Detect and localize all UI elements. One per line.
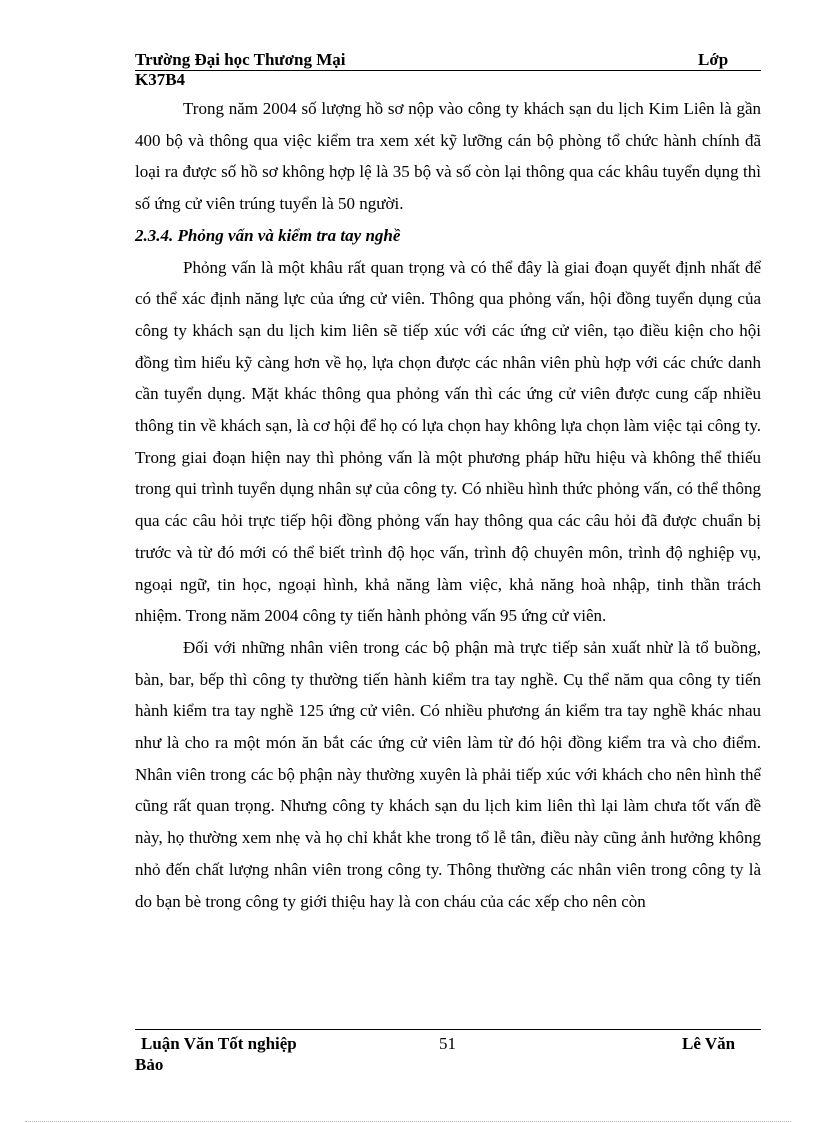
page-number: 51	[439, 1034, 456, 1053]
paragraph-3: Đối với những nhân viên trong các bộ phận mà trực tiếp sản xuất nhừ là tổ buồng, bàn, bar, bếp thì công ty thường tiến hành kiểm tra tay nghề. Cụ thể năm qua công ty tiến hành kiểm tra tay nghề 125 ứng cử viên. Có nhiều phương án kiểm tra tay nghề khác nhau như là cho ra một món ăn bắt các ứng cử viên làm từ đó hội đồng kiểm tra và cho điểm. Nhân viên trong các bộ phận này thường xuyên là phải tiếp xúc với khách cho nên hình thể cũng rất quan trọng. Nhưng công ty khách sạn du lịch kim liên thì lại làm chưa tốt vấn đề này, họ thường xem nhẹ và họ chỉ khắt khe trong tổ lễ tân, điều này cũng ảnh hưởng không nhỏ đến chất lượng nhân viên trong công ty. Thông thường các nhân viên trong công ty là do bạn bè trong công ty giới thiệu hay là con cháu của các xếp cho nên còn	[135, 637, 761, 911]
footer-author-last: Bảo	[135, 1055, 164, 1074]
paragraph-2: Phỏng vấn là một khâu rất quan trọng và có thể đây là giai đoạn quyết định nhất để có thể xác định năng lực của ứng cử viên. Thông qua phỏng vấn, hội đồng tuyển dụng của công ty khách sạn du lịch kim liên sẽ tiếp xúc với các ứng cử viên, tạo điều kiện cho hội đồng tìm hiểu kỹ càng hơn về họ, lựa chọn được các nhân viên phù hợp với các chức danh cần tuyển dụng. Mặt khác thông qua phỏng vấn thì các ứng cử viên được cung cấp nhiều thông tin về khách sạn, là cơ hội để họ có lựa chọn hay không lựa chọn làm việc tại công ty. Trong giai đoạn hiện nay thì phỏng vấn là một phương pháp hữu hiệu và không thể thiếu trong qui trình tuyển dụng nhân sự của công ty. Có nhiều hình thức phỏng vấn, có thể thông qua các câu hỏi trực tiếp hội đồng phỏng vấn hay thông qua các câu hỏi đã được chuẩn bị trước và từ đó mới có thể biết trình độ học vấn, trình độ chuyên môn, trình độ nghiệp vụ, ngoại ngữ, tin học, ngoại hình, khả năng làm việc, khả năng hoà nhập, tinh thần trách nhiệm. Trong năm 2004 công ty tiến hành phỏng vấn 95 ứng cử viên.	[135, 257, 761, 626]
page-bottom-border	[25, 1121, 791, 1122]
footer-divider	[135, 1029, 761, 1030]
document-body	[135, 93, 761, 917]
header-class-code: K37B4	[135, 70, 186, 89]
header-class-label: Lớp	[698, 50, 729, 69]
header-divider	[135, 70, 761, 71]
header-school: Trường Đại học Thương Mại	[135, 50, 346, 69]
section-heading: 2.3.4. Phỏng vấn và kiểm tra tay nghề	[135, 225, 401, 245]
footer-thesis-title: Luận Văn Tốt nghiệp	[141, 1034, 297, 1053]
footer-author-first: Lê Văn	[682, 1034, 736, 1053]
paragraph-1: Trong năm 2004 số lượng hồ sơ nộp vào công ty khách sạn du lịch Kim Liên là gần 400 bộ và thông qua việc kiểm tra xem xét kỹ lưỡng cán bộ phòng tổ chức hành chính đã loại ra được số hồ sơ không hợp lệ là 35 bộ và số còn lại thông qua các khâu tuyển dụng thì số ứng cử viên trúng tuyển là 50 người.	[135, 99, 761, 214]
